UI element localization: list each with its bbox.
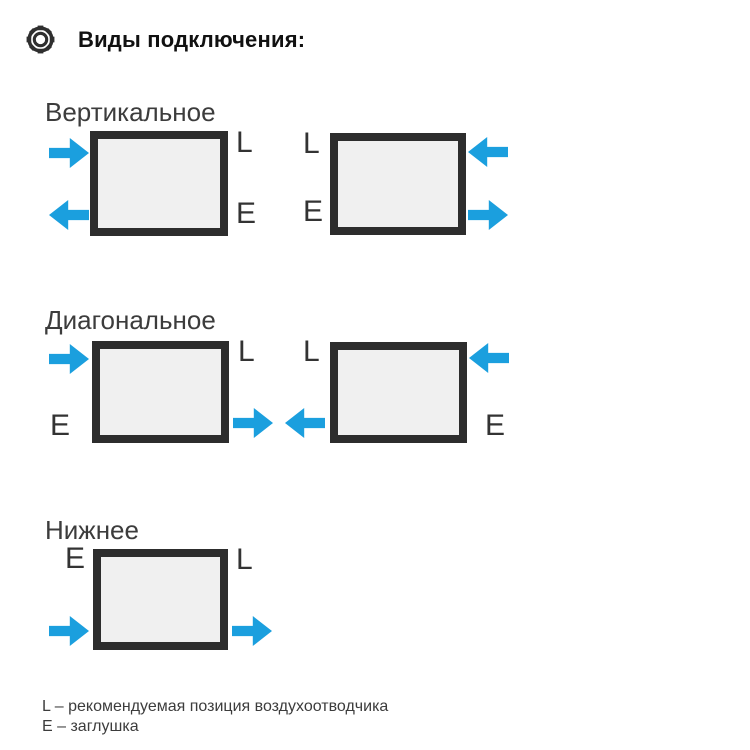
radiator-rect xyxy=(93,549,228,650)
flow-arrow-left-icon xyxy=(469,343,509,373)
flow-arrow-right-icon xyxy=(468,200,508,230)
air-vent-label: L xyxy=(236,543,253,576)
gear-icon xyxy=(24,23,57,56)
section-title-vertical: Вертикальное xyxy=(45,97,216,127)
radiator-rect xyxy=(330,133,466,235)
flow-arrow-right-icon xyxy=(232,616,272,646)
air-vent-label: L xyxy=(236,126,253,159)
air-vent-label: L xyxy=(303,127,320,160)
flow-arrow-right-icon xyxy=(233,408,273,438)
section-title-diagonal: Диагональное xyxy=(45,305,216,335)
flow-arrow-left-icon xyxy=(285,408,325,438)
radiator-rect xyxy=(330,342,467,443)
flow-arrow-right-icon xyxy=(49,616,89,646)
section-title-bottom: Нижнее xyxy=(45,515,139,545)
radiator-rect xyxy=(92,341,229,443)
flow-arrow-right-icon xyxy=(49,138,89,168)
plug-label: E xyxy=(65,542,86,575)
flow-arrow-right-icon xyxy=(49,344,89,374)
plug-label: E xyxy=(50,409,71,442)
radiator-rect xyxy=(90,131,228,236)
legend xyxy=(42,697,388,737)
air-vent-label: L xyxy=(303,335,320,368)
plug-label: E xyxy=(236,197,257,230)
legend-plug-line: E – заглушка xyxy=(42,718,139,735)
legend-air-vent-line: L – рекомендуемая позиция воздухоотводчика xyxy=(42,698,389,715)
flow-arrow-left-icon xyxy=(468,137,508,167)
air-vent-label: L xyxy=(238,335,255,368)
plug-label: E xyxy=(485,409,506,442)
page-title: Виды подключения: xyxy=(78,27,306,52)
flow-arrow-left-icon xyxy=(49,200,89,230)
plug-label: E xyxy=(303,195,324,228)
